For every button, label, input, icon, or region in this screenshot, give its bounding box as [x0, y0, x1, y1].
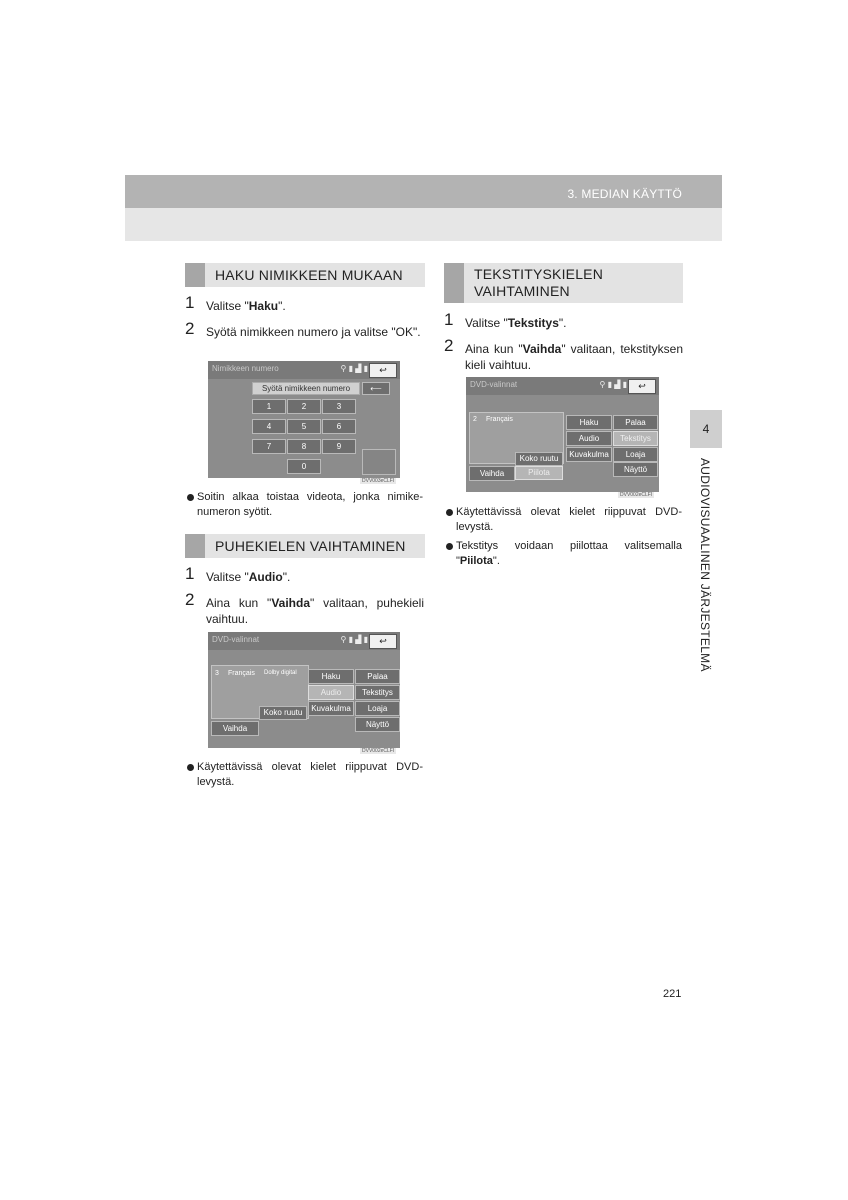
step-text: Valitse "Audio". [206, 570, 291, 584]
step-text: Aina kun "Vaihda" valitaan, puhekieli vaihtuu. [206, 596, 424, 626]
palaa-button[interactable]: Palaa [613, 415, 658, 430]
screenshot-dvd-audio [208, 632, 400, 748]
tekstitys-button[interactable]: Tekstitys [355, 685, 400, 700]
status-icons: ⚲ ▮ ▟ ▮ [599, 380, 627, 389]
bullet-dot [187, 494, 194, 501]
side-tab-label: AUDIOVISUAALINEN JÄRJESTELMÄ [698, 458, 712, 672]
back-icon[interactable]: ↩ [628, 379, 656, 394]
bullet-dot [446, 543, 453, 550]
step-number: 1 [185, 564, 195, 583]
palaa-button[interactable]: Palaa [355, 669, 400, 684]
step-1 [444, 310, 683, 333]
ok-button[interactable] [362, 449, 396, 475]
screen-title: Nimikkeen numero [212, 364, 279, 373]
tekstitys-button[interactable]: Tekstitys [613, 431, 658, 446]
chapter-header-subbar [125, 208, 722, 241]
step-text: Aina kun "Vaihda" valitaan, tekstityksen kieli vaihtuu. [465, 342, 684, 372]
bullet-note [187, 490, 425, 522]
screen-title: DVD-valinnat [470, 380, 518, 389]
section-heading-teksti [444, 263, 683, 303]
step-1 [185, 564, 425, 587]
screen-title: DVD-valinnat [212, 635, 260, 644]
info-language: Français [228, 670, 255, 677]
section-heading-haku [185, 263, 425, 287]
kuvakulma-button[interactable]: Kuvakulma [566, 447, 612, 462]
audio-button[interactable]: Audio [308, 685, 354, 700]
status-icons: ⚲ ▮ ▟ ▮ [340, 364, 368, 373]
heading-marker [444, 263, 464, 303]
key-5[interactable]: 5 [287, 419, 321, 434]
info-number: 2 [473, 416, 477, 423]
back-icon[interactable]: ↩ [369, 634, 397, 649]
screenshot-caption: DVV002eCLFI [620, 492, 653, 498]
section-title: HAKU NIMIKKEEN MUKAAN [215, 267, 403, 283]
key-3[interactable]: 3 [322, 399, 356, 414]
chapter-header-bar [125, 175, 722, 208]
step-number: 2 [444, 336, 454, 355]
bullet-note [446, 539, 683, 571]
bullet-text: Soitin alkaa toistaa videota, jonka nimike-numeron syötit. [197, 491, 423, 518]
step-text: Valitse "Haku". [206, 299, 286, 313]
status-icons: ⚲ ▮ ▟ ▮ [340, 635, 368, 644]
bullet-text: Käytettävissä olevat kielet riippuvat DVD-levystä. [197, 761, 423, 788]
section-heading-puhe [185, 534, 425, 558]
info-number: 3 [215, 670, 219, 677]
vaihda-button[interactable]: Vaihda [469, 466, 515, 481]
side-tab-number: 4 [690, 410, 722, 448]
step-2 [185, 319, 425, 358]
key-1[interactable]: 1 [252, 399, 286, 414]
screenshot-title-number [208, 361, 400, 478]
heading-marker [185, 263, 205, 287]
key-2[interactable]: 2 [287, 399, 321, 414]
step-number: 1 [185, 293, 195, 312]
key-7[interactable]: 7 [252, 439, 286, 454]
kuvakulma-button[interactable]: Kuvakulma [308, 701, 354, 716]
delete-button[interactable]: ⟵ [362, 382, 390, 395]
haku-button[interactable]: Haku [308, 669, 354, 684]
haku-button[interactable]: Haku [566, 415, 612, 430]
bullet-note [446, 505, 683, 537]
page-number: 221 [663, 988, 682, 1000]
screenshot-caption: DVV003eCLFI [362, 478, 395, 484]
loaja-button[interactable]: Loaja [355, 701, 400, 716]
bullet-text: Tekstitys voidaan piilottaa valitsemalla "Piilota". [456, 540, 682, 567]
step-number: 2 [185, 590, 195, 609]
step-text: Syötä nimikkeen numero ja valitse "OK". [206, 325, 421, 339]
bullet-note [187, 760, 425, 792]
koko-ruutu-button[interactable]: Koko ruutu [515, 452, 563, 466]
back-icon[interactable]: ↩ [369, 363, 397, 378]
chapter-title: 3. MEDIAN KÄYTTÖ [567, 187, 682, 201]
bullet-dot [446, 509, 453, 516]
step-number: 1 [444, 310, 454, 329]
screenshot-dvd-subtitle [466, 377, 659, 492]
step-1 [185, 293, 425, 316]
key-8[interactable]: 8 [287, 439, 321, 454]
step-text: Valitse "Tekstitys". [465, 316, 567, 330]
vaihda-button[interactable]: Vaihda [211, 721, 259, 736]
naytto-button[interactable]: Näyttö [613, 462, 658, 477]
naytto-button[interactable]: Näyttö [355, 717, 400, 732]
bullet-dot [187, 764, 194, 771]
step-number: 2 [185, 319, 195, 338]
audio-button[interactable]: Audio [566, 431, 612, 446]
info-extra: Dolby digital [264, 670, 297, 676]
key-0[interactable]: 0 [287, 459, 321, 474]
step-2 [444, 336, 684, 375]
key-9[interactable]: 9 [322, 439, 356, 454]
key-6[interactable]: 6 [322, 419, 356, 434]
piilota-button[interactable]: Piilota [515, 466, 563, 480]
loaja-button[interactable]: Loaja [613, 447, 658, 462]
section-title: PUHEKIELEN VAIHTAMINEN [215, 538, 406, 554]
screenshot-caption: DVV002eCLFI [362, 748, 395, 754]
section-title: TEKSTITYSKIELEN VAIHTAMINEN [474, 266, 604, 299]
step-2 [185, 590, 425, 629]
prompt-field: Syötä nimikkeen numero [252, 382, 360, 395]
key-4[interactable]: 4 [252, 419, 286, 434]
info-language: Français [486, 416, 513, 423]
koko-ruutu-button[interactable]: Koko ruutu [259, 706, 307, 720]
heading-marker [185, 534, 205, 558]
bullet-text: Käytettävissä olevat kielet riippuvat DVD-levystä. [456, 506, 682, 533]
